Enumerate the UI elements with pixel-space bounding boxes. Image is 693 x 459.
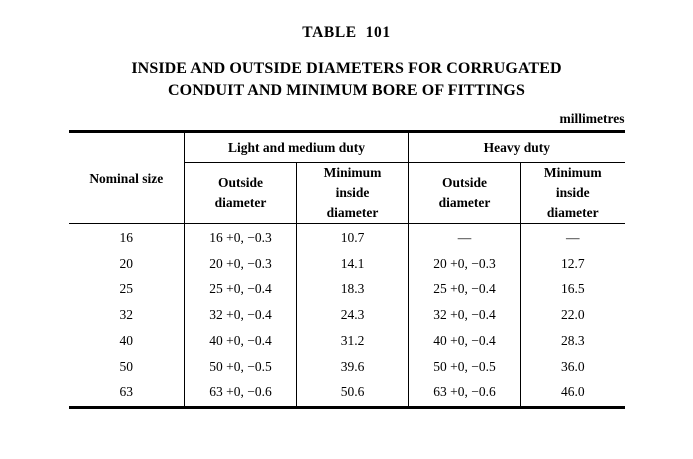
header-text-line: Minimum — [323, 165, 382, 180]
header-text-line: diameter — [214, 195, 267, 210]
cell-nominal-size: 16 — [119, 230, 133, 245]
cell-lmd-outside-diameter: 63 +0, −0.6 — [185, 379, 297, 406]
column-header-hd-minimum-inside-diameter — [521, 163, 625, 224]
table-row — [69, 251, 625, 277]
cell-hd-outside-diameter: 25 +0, −0.4 — [409, 276, 521, 302]
cell-hd-outside-diameter: — — [409, 224, 521, 251]
cell-hd-outside-diameter: 40 +0, −0.4 — [409, 328, 521, 354]
header-group-row — [69, 133, 625, 163]
cell-hd-minimum-inside-diameter: 12.7 — [521, 251, 625, 277]
table-head — [69, 133, 625, 224]
data-table — [69, 133, 625, 406]
cell-hd-minimum-inside-diameter: 36.0 — [521, 354, 625, 380]
header-text-line: diameter — [438, 195, 491, 210]
cell-lmd-outside-diameter: 20 +0, −0.3 — [185, 251, 297, 277]
cell-lmd-outside-diameter: 50 +0, −0.5 — [185, 354, 297, 380]
cell-lmd-outside-diameter: 40 +0, −0.4 — [185, 328, 297, 354]
cell-lmd-minimum-inside-diameter: 50.6 — [297, 379, 409, 406]
cell-hd-outside-diameter: 32 +0, −0.4 — [409, 302, 521, 328]
cell-lmd-outside-diameter: 32 +0, −0.4 — [185, 302, 297, 328]
title-block — [0, 0, 693, 102]
header-text-line: diameter — [326, 205, 379, 220]
cell-nominal-size: 40 — [119, 332, 133, 348]
cell-hd-minimum-inside-diameter: 16.5 — [521, 276, 625, 302]
column-group-header-heavy-duty: Heavy duty — [409, 133, 625, 163]
cell-hd-outside-diameter: 63 +0, −0.6 — [409, 379, 521, 406]
column-group-header-light-and-medium-duty: Light and medium duty — [185, 133, 409, 163]
cell-nominal-size: 20 — [119, 255, 133, 271]
header-text-line: inside — [555, 185, 590, 200]
cell-lmd-minimum-inside-diameter: 10.7 — [297, 224, 409, 251]
table-row — [69, 276, 625, 302]
table-row — [69, 354, 625, 380]
table-row — [69, 328, 625, 354]
table-body — [69, 224, 625, 406]
header-text-line: diameter — [546, 205, 599, 220]
cell-lmd-minimum-inside-diameter: 39.6 — [297, 354, 409, 380]
header-text-line: Minimum — [543, 165, 602, 180]
cell-hd-minimum-inside-diameter: 22.0 — [521, 302, 625, 328]
table-row — [69, 302, 625, 328]
header-text-line: Outside — [442, 175, 488, 190]
cell-lmd-minimum-inside-diameter: 24.3 — [297, 302, 409, 328]
cell-lmd-outside-diameter: 16 +0, −0.3 — [185, 224, 297, 251]
cell-hd-minimum-inside-diameter: 46.0 — [521, 379, 625, 406]
cell-hd-outside-diameter: 20 +0, −0.3 — [409, 251, 521, 277]
column-header-lmd-minimum-inside-diameter — [297, 163, 409, 224]
cell-lmd-minimum-inside-diameter: 14.1 — [297, 251, 409, 277]
data-table-container — [69, 130, 625, 409]
column-header-nominal-size: Nominal size — [89, 170, 164, 186]
cell-nominal-size: 32 — [119, 307, 133, 323]
cell-nominal-size: 25 — [119, 281, 133, 297]
cell-nominal-size: 63 — [119, 384, 133, 400]
table-number: TABLE 101 — [302, 24, 391, 41]
table-row — [69, 224, 625, 251]
cell-lmd-outside-diameter: 25 +0, −0.4 — [185, 276, 297, 302]
cell-hd-minimum-inside-diameter: — — [521, 224, 625, 251]
cell-lmd-minimum-inside-diameter: 18.3 — [297, 276, 409, 302]
page-title-line-1: INSIDE AND OUTSIDE DIAMETERS FOR CORRUGATED — [131, 60, 562, 77]
cell-lmd-minimum-inside-diameter: 31.2 — [297, 328, 409, 354]
header-text-line: inside — [335, 185, 370, 200]
cell-hd-minimum-inside-diameter: 28.3 — [521, 328, 625, 354]
header-text-line: Outside — [217, 175, 263, 190]
cell-hd-outside-diameter: 50 +0, −0.5 — [409, 354, 521, 380]
page-title — [0, 58, 693, 102]
column-header-hd-outside-diameter — [409, 163, 521, 224]
units-caption: millimetres — [559, 111, 625, 126]
cell-nominal-size: 50 — [119, 358, 133, 374]
page-title-line-2: CONDUIT AND MINIMUM BORE OF FITTINGS — [168, 82, 525, 99]
table-row — [69, 379, 625, 406]
column-header-lmd-outside-diameter — [185, 163, 297, 224]
